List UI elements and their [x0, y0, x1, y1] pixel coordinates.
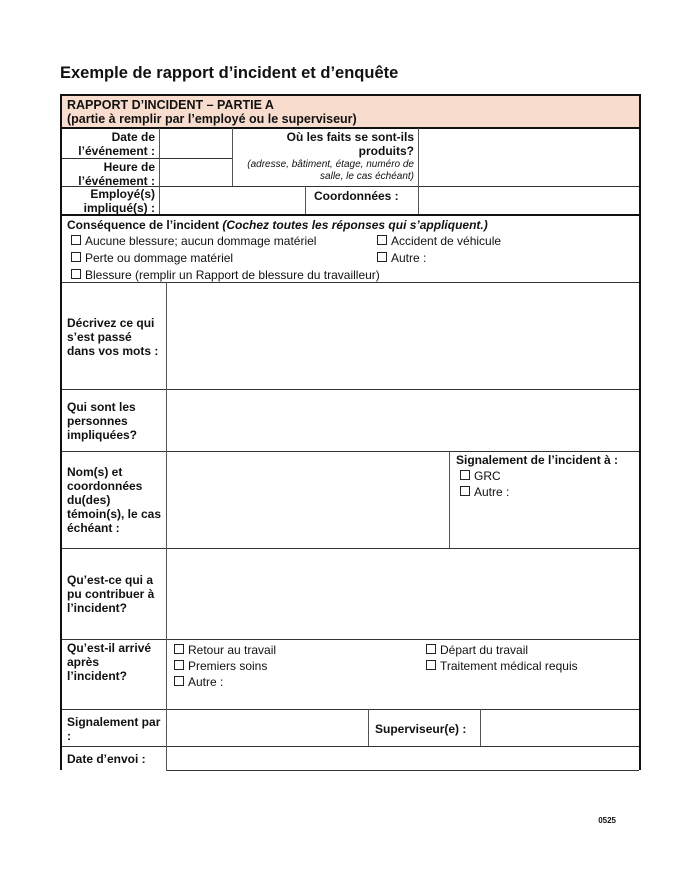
apres-soins-option[interactable]: Premiers soins — [174, 659, 267, 673]
signalement-par-field[interactable] — [168, 711, 367, 745]
consequence-autre-option[interactable]: Autre : — [377, 251, 426, 265]
coordonnees-field[interactable] — [419, 187, 638, 213]
lieu-note: (adresse, bâtiment, étage, numéro de salle, le cas échéant) — [247, 159, 414, 182]
signalement-autre-option[interactable]: Autre : — [460, 485, 509, 499]
date-envoi-label: Date d’envoi : — [67, 752, 146, 766]
checkbox-icon[interactable] — [174, 644, 184, 654]
form-header-title: RAPPORT D’INCIDENT – PARTIE A — [67, 98, 274, 112]
checkbox-icon[interactable] — [460, 486, 470, 496]
contribuer-label: Qu’est-ce qui a pu contribuer à l’incident? — [67, 573, 155, 615]
lieu-label: Où les faits se sont-ils produits? — [286, 130, 414, 158]
signalement-par-label: Signalement par : — [67, 715, 161, 743]
heure-evenement-field[interactable] — [160, 159, 231, 185]
checkbox-icon[interactable] — [426, 660, 436, 670]
employes-field[interactable] — [160, 187, 304, 213]
checkbox-icon[interactable] — [174, 660, 184, 670]
date-evenement-field[interactable] — [160, 129, 231, 157]
apres-traitement-option[interactable]: Traitement médical requis — [426, 659, 578, 673]
consequence-accident-option[interactable]: Accident de véhicule — [377, 234, 501, 248]
lieu-field[interactable] — [419, 129, 638, 185]
coordonnees-label: Coordonnées : — [314, 189, 399, 203]
consequence-aucune-option[interactable]: Aucune blessure; aucun dommage matériel — [71, 234, 316, 248]
personnes-field[interactable] — [168, 391, 638, 450]
checkbox-icon[interactable] — [377, 235, 387, 245]
incident-report-form — [60, 94, 641, 770]
decrivez-field[interactable] — [168, 284, 638, 388]
form-header-subtitle: (partie à remplir par l’employé ou le superviseur) — [67, 112, 357, 126]
heure-evenement-label: Heure de l’événement : — [78, 160, 155, 188]
apres-depart-option[interactable]: Départ du travail — [426, 643, 528, 657]
signalement-a-label: Signalement de l’incident à : — [456, 453, 619, 467]
consequence-note: (Cochez toutes les réponses qui s’appliquent.) — [222, 218, 488, 232]
apres-retour-option[interactable]: Retour au travail — [174, 643, 276, 657]
superviseur-label: Superviseur(e) : — [375, 722, 467, 736]
personnes-label: Qui sont les personnes impliquées? — [67, 400, 138, 442]
apres-autre-option[interactable]: Autre : — [174, 675, 223, 689]
signalement-grc-option[interactable]: GRC — [460, 469, 501, 483]
employes-label: Employé(s) impliqué(s) : — [83, 187, 155, 215]
superviseur-field[interactable] — [482, 711, 638, 745]
checkbox-icon[interactable] — [71, 252, 81, 262]
decrivez-label: Décrivez ce qui s’est passé dans vos mots : — [67, 316, 159, 358]
consequence-blessure-option[interactable]: Blessure (remplir un Rapport de blessure du travailleur) — [71, 268, 380, 282]
date-envoi-field[interactable] — [168, 748, 638, 769]
document-title: Exemple de rapport d’incident et d’enquête — [60, 64, 399, 82]
consequence-label: Conséquence de l’incident (Cochez toutes les réponses qui s’appliquent.) — [67, 218, 488, 232]
date-evenement-label: Date de l’événement : — [78, 130, 155, 158]
consequence-perte-option[interactable]: Perte ou dommage matériel — [71, 251, 233, 265]
arrive-label: Qu’est-il arrivé après l’incident? — [67, 641, 152, 683]
checkbox-icon[interactable] — [460, 470, 470, 480]
contribuer-field[interactable] — [168, 550, 638, 638]
checkbox-icon[interactable] — [377, 252, 387, 262]
temoins-field[interactable] — [168, 453, 448, 547]
checkbox-icon[interactable] — [71, 269, 81, 279]
checkbox-icon[interactable] — [174, 676, 184, 686]
checkbox-icon[interactable] — [426, 644, 436, 654]
checkbox-icon[interactable] — [71, 235, 81, 245]
footer-code: 0525 — [598, 816, 616, 825]
temoins-label: Nom(s) et coordonnées du(des) témoin(s), le cas échéant : — [67, 465, 162, 535]
